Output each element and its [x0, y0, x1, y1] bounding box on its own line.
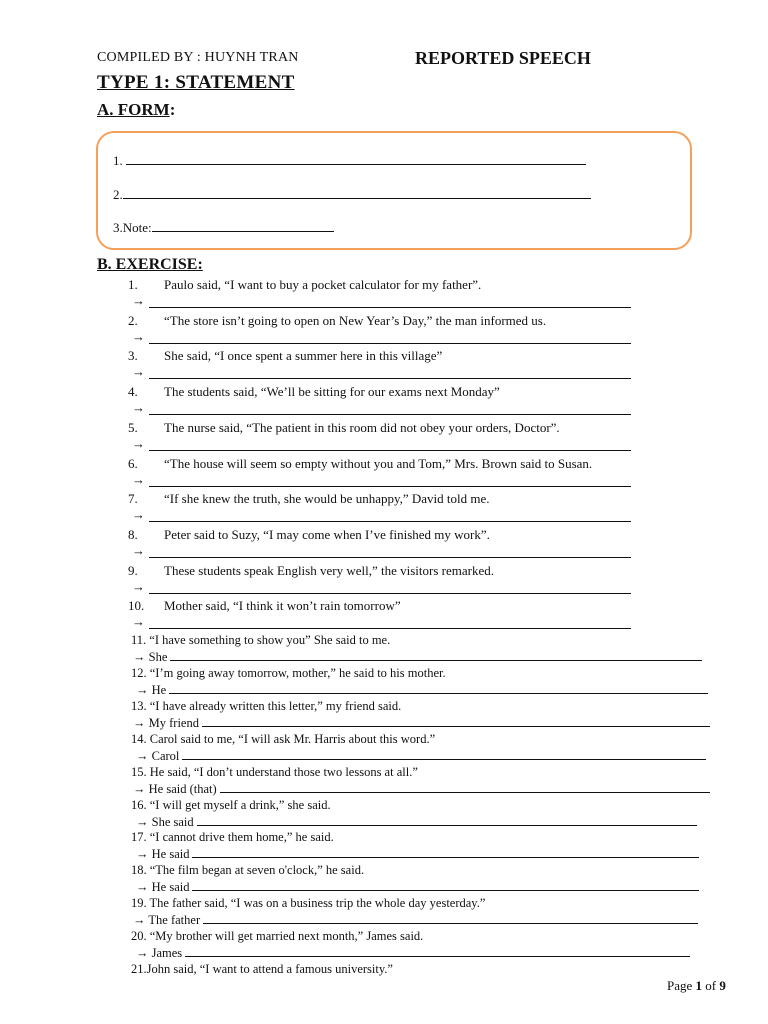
exercise-item-sentence: “The store isn’t going to open on New Year’s Day,” the man informed us. [164, 312, 547, 328]
exercise-item: 17. “I cannot drive them home,” he said. [131, 830, 334, 845]
answer-prompt-label: → She said [136, 814, 194, 829]
exercise-item-sentence: She said, “I once spent a summer here in this village” [164, 348, 443, 364]
answer-prompt-label: → He said [136, 847, 190, 862]
answer-arrow-icon: → [132, 578, 145, 594]
answer-blank[interactable] [192, 880, 699, 891]
form-heading-text: A. FORM [97, 100, 170, 119]
compiled-by: COMPILED BY : HUYNH TRAN [97, 50, 299, 65]
answer-prompt [136, 946, 690, 961]
exercise-item-number: 4. [128, 384, 138, 400]
answer-prompt-label: → She [133, 650, 168, 664]
answer-prompt-label: → Carol [136, 748, 180, 763]
answer-blank[interactable] [169, 683, 708, 694]
form-heading-colon: : [169, 100, 176, 119]
answer-prompt [133, 782, 710, 797]
exercise-item: 13. “I have already written this letter,” my friend said. [131, 698, 402, 713]
type-heading: TYPE 1: STATEMENT [97, 72, 295, 93]
exercise-item-sentence: The nurse said, “The patient in this room did not obey your orders, Doctor”. [164, 419, 560, 435]
exercise-item: 12. “I’m going away tomorrow, mother,” he said to his mother. [131, 665, 446, 680]
exercise-item-number: 10. [128, 598, 145, 614]
exercise-item-number: 3. [128, 348, 138, 364]
answer-arrow-icon: → [132, 435, 145, 451]
answer-blank[interactable] [149, 628, 631, 629]
exercise-item-sentence: Peter said to Suzy, “I may come when I’ve finished my work”. [164, 526, 490, 542]
answer-prompt [133, 913, 698, 928]
answer-blank[interactable] [203, 913, 698, 924]
form-line-2 [113, 187, 591, 203]
exercise-item: 18. “The film began at seven o'clock,” he said. [131, 863, 365, 878]
answer-prompt [136, 749, 706, 764]
exercise-item-sentence: These students speak English very well,” the visitors remarked. [164, 562, 494, 578]
answer-blank[interactable] [197, 815, 697, 826]
answer-blank[interactable] [182, 749, 706, 760]
answer-prompt-label: → He said [136, 880, 190, 895]
exercise-item: 15. He said, “I don’t understand those two lessons at all.” [131, 764, 418, 779]
page-footer [667, 978, 726, 994]
answer-prompt [136, 815, 697, 830]
answer-prompt [136, 847, 699, 862]
exercise-item: 16. “I will get myself a drink,” she said. [131, 797, 331, 812]
exercise-item-number: 6. [128, 455, 138, 471]
form-heading [97, 100, 175, 120]
form-line-2-label: 2. [113, 187, 123, 202]
answer-prompt-label: → He [136, 682, 167, 697]
exercise-item: 21.John said, “I want to attend a famous university.” [131, 962, 393, 976]
exercise-item: 19. The father said, “I was on a business trip the whole day yesterday.” [131, 896, 486, 911]
answer-arrow-icon: → [132, 507, 145, 523]
answer-prompt-label: → The father [133, 913, 201, 928]
exercise-item: 11. “I have something to show you” She said to me. [131, 633, 391, 647]
answer-blank[interactable] [149, 450, 631, 451]
page-number: 1 [695, 978, 703, 993]
form-line-3 [113, 220, 334, 236]
answer-blank[interactable] [202, 716, 710, 727]
answer-prompt-label: → My friend [133, 715, 199, 730]
answer-arrow-icon: → [132, 400, 145, 416]
exercise-item-sentence: Paulo said, “I want to buy a pocket calculator for my father”. [164, 277, 482, 292]
exercise-item-number: 1. [128, 277, 138, 292]
exercise-item-number: 5. [128, 419, 138, 435]
exercise-item: 14. Carol said to me, “I will ask Mr. Harris about this word.” [131, 731, 436, 746]
answer-arrow-icon: → [132, 471, 145, 487]
answer-blank[interactable] [149, 414, 631, 415]
answer-blank[interactable] [185, 946, 690, 957]
page-label: Page [667, 978, 696, 993]
exercise-item: 20. “My brother will get married next month,” James said. [131, 929, 424, 944]
form-line-1-blank[interactable] [126, 153, 586, 165]
answer-prompt-label: → He said (that) [133, 781, 217, 796]
answer-blank[interactable] [149, 557, 631, 558]
answer-blank[interactable] [170, 650, 702, 661]
exercise-item-number: 2. [128, 312, 138, 328]
answer-arrow-icon: → [132, 293, 145, 308]
form-line-1 [113, 153, 586, 169]
answer-blank[interactable] [149, 593, 631, 594]
answer-blank[interactable] [149, 307, 631, 308]
form-line-1-label: 1. [113, 153, 123, 168]
document-title: REPORTED SPEECH [415, 48, 591, 68]
page-total: 9 [719, 978, 726, 993]
exercise-item-sentence: “If she knew the truth, she would be unhappy,” David told me. [164, 491, 490, 507]
answer-blank[interactable] [149, 521, 631, 522]
answer-prompt-label: → James [136, 946, 183, 961]
answer-prompt [136, 683, 708, 698]
exercise-item-sentence: Mother said, “I think it won’t rain tomorrow” [164, 598, 401, 614]
exercise-heading: B. EXERCISE: [97, 256, 203, 273]
exercise-item-number: 8. [128, 526, 138, 542]
answer-blank[interactable] [149, 378, 631, 379]
exercise-item-number: 7. [128, 491, 138, 507]
form-box [96, 131, 692, 250]
form-line-3-label: 3.Note: [113, 220, 152, 235]
answer-prompt [133, 650, 702, 665]
exercise-item-sentence: The students said, “We’ll be sitting for our exams next Monday” [164, 384, 500, 400]
answer-arrow-icon: → [132, 328, 145, 344]
answer-arrow-icon: → [132, 542, 145, 558]
exercise-item-sentence: “The house will seem so empty without you and Tom,” Mrs. Brown said to Susan. [164, 455, 593, 471]
exercise-item-number: 9. [128, 562, 138, 578]
answer-arrow-icon: → [132, 614, 145, 630]
answer-blank[interactable] [220, 782, 710, 793]
answer-blank[interactable] [192, 847, 699, 858]
answer-blank[interactable] [149, 343, 631, 344]
answer-blank[interactable] [149, 486, 631, 487]
answer-arrow-icon: → [132, 364, 145, 380]
form-line-3-blank[interactable] [152, 220, 334, 232]
form-line-2-blank[interactable] [123, 187, 591, 199]
answer-prompt [133, 716, 710, 731]
page-of-label: of [702, 978, 720, 993]
answer-prompt [136, 880, 699, 895]
